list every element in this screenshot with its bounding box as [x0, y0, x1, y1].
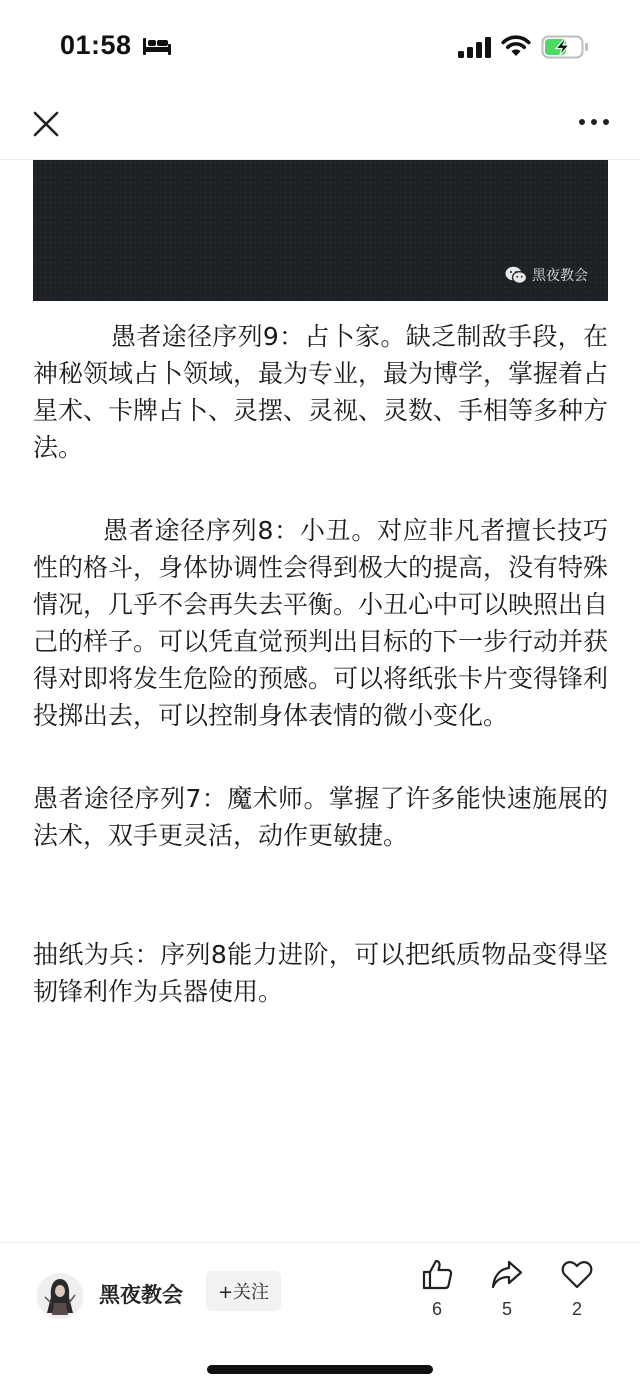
favorite-button[interactable]	[552, 1257, 602, 1320]
wifi-icon	[501, 35, 531, 57]
share-count: 5	[501, 1299, 512, 1319]
bottom-action-bar	[0, 1242, 640, 1387]
status-time: 01:58	[60, 30, 132, 60]
signal-icon	[458, 37, 492, 58]
avatar[interactable]	[37, 1273, 83, 1319]
thumbs-up-icon	[420, 1257, 454, 1291]
battery-charging-icon	[541, 35, 589, 59]
article-paragraph: 抽纸为兵：序列8能力进阶，可以把纸质物品变得坚韧锋利作为兵器使用。	[33, 940, 608, 1006]
avatar-image	[37, 1273, 83, 1319]
follow-button[interactable]: +关注	[206, 1271, 281, 1311]
article-body	[33, 318, 608, 1010]
nav-bar	[0, 96, 640, 160]
like-button[interactable]	[412, 1257, 462, 1320]
article-paragraph: 愚者途径序列8：小丑。对应非凡者擅长技巧性的格斗，身体协调性会得到极大的提高，没有特殊情况，几乎不会再失去平衡。小丑心中可以映照出自己的样子。可以凭直觉预判出目标的下一步行动并获得对即将发生危险的预感。可以将纸张卡片变得锋利投掷出去，可以控制身体表情的微小变化。	[33, 516, 609, 730]
bed-icon	[142, 36, 172, 56]
close-icon[interactable]	[28, 106, 64, 142]
status-bar	[0, 0, 640, 96]
article-paragraph: 愚者途径序列7：魔术师。掌握了许多能快速施展的法术，双手更灵活，动作更敏捷。	[33, 784, 608, 850]
author-name[interactable]: 黑夜教会	[99, 1283, 183, 1307]
watermark-text: 黑夜教会	[532, 268, 588, 284]
heart-icon	[560, 1257, 594, 1291]
share-button[interactable]	[482, 1257, 532, 1320]
article-image	[33, 160, 608, 301]
favorite-count: 2	[571, 1299, 582, 1319]
share-icon	[490, 1257, 524, 1291]
image-watermark	[505, 265, 588, 285]
home-indicator[interactable]	[207, 1365, 433, 1374]
more-icon[interactable]	[574, 112, 614, 132]
like-count: 6	[431, 1299, 442, 1319]
wechat-icon	[505, 266, 527, 284]
article-paragraph: 愚者途径序列9：占卜家。缺乏制敌手段，在神秘领域占卜领域，最为专业，最为博学，掌握着占星术、卡牌占卜、灵摆、灵视、灵数、手相等多种方法。	[33, 322, 609, 462]
